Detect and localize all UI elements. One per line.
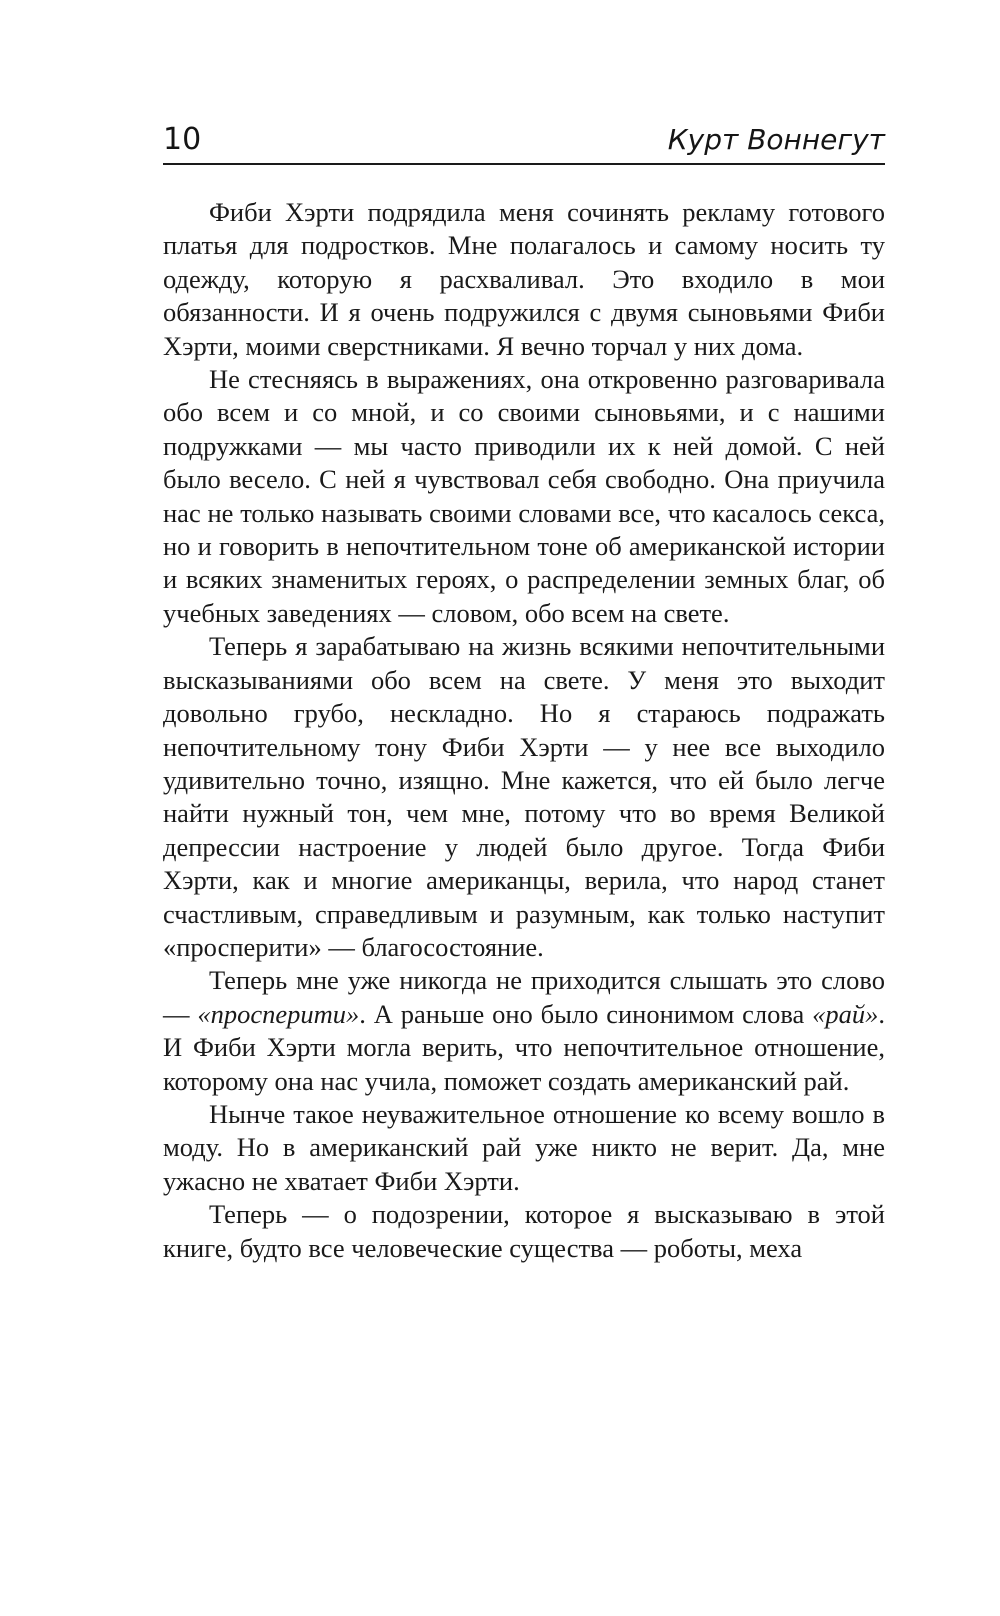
paragraph-4-part-1: Теперь мне уже никогда не приходится слышать это слово — <box>163 965 885 1029</box>
paragraph-1: Фиби Хэрти подрядила меня сочинять рекламу готового платья для подростков. Мне полагалось и самому носить ту одежду, которую я расхваливал. Это входило в мои обязанности. И я очень подружился с двумя сыновьями Фиби Хэрти, моими сверстниками. Я вечно торчал у них дома. <box>163 197 885 361</box>
paragraph-3: Теперь я зарабатываю на жизнь всякими непочтительными высказываниями обо всем на свете. У меня это выходит довольно грубо, нескладно. Но я стараюсь подражать непочтительному тону Фиби Хэрти — у нее все выходило удивительно точно, изящно. Мне кажется, что ей было легче найти нужный тон, чем мне, потому что во время Великой депрессии настроение у людей было другое. Тогда Фиби Хэрти, как и многие американцы, верила, что народ станет счастливым, справедливым и разумным, как только наступит «просперити» — благосостояние. <box>163 631 885 962</box>
page-number: 10 <box>163 122 202 157</box>
body-text <box>163 196 885 1265</box>
running-head <box>163 120 885 164</box>
paragraph-4-emphasis-2: «рай» <box>812 998 879 1029</box>
paragraph-6: Теперь — о подозрении, которое я высказываю в этой книге, будто все человеческие существа — роботы, меха <box>163 1199 885 1263</box>
paragraph-4 <box>163 964 885 1098</box>
paragraph-4-part-2: . А раньше оно было синонимом слова <box>359 998 813 1029</box>
paragraph-4-emphasis-1: «просперити» <box>197 998 360 1029</box>
header-rule <box>163 163 885 165</box>
book-author: Курт Воннегут <box>667 123 885 156</box>
paragraph-4-part-3: . И Фиби Хэрти могла верить, что непочтительное отношение, которому она нас учила, поможет создать американский рай. <box>163 998 885 1096</box>
paragraph-2: Не стесняясь в выражениях, она откровенно разговаривала обо всем и со мной, и со своими сыновьями, и с нашими подружками — мы часто приводили их к ней домой. С ней было весело. С ней я чувствовал себя свободно. Она приучила нас не только называть своими словами все, что касалось секса, но и говорить в непочтительном тоне об американской истории и всяких знаменитых героях, о распределении земных благ, об учебных заведениях — словом, обо всем на свете. <box>163 364 885 628</box>
paragraph-5: Нынче такое неуважительное отношение ко всему вошло в моду. Но в американский рай уже никто не верит. Да, мне ужасно не хватает Фиби Хэрти. <box>163 1098 885 1196</box>
